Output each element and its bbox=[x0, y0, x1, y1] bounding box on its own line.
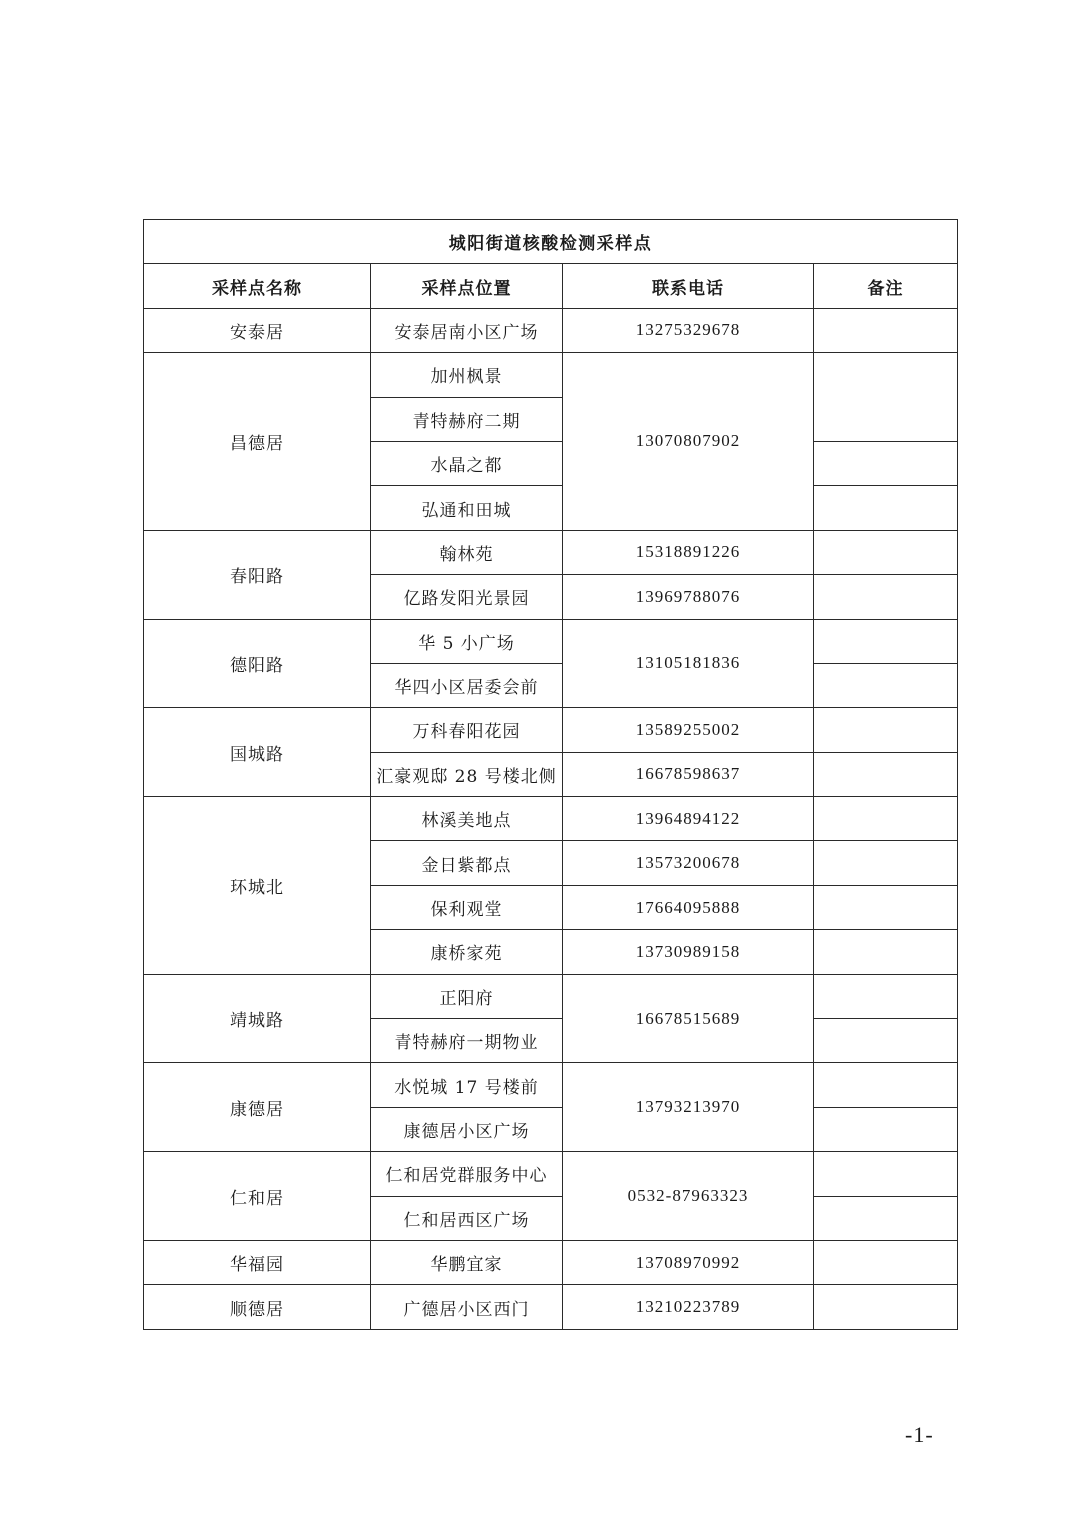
table-row bbox=[144, 308, 958, 352]
table-body bbox=[144, 220, 958, 1330]
header-phone: 联系电话 bbox=[563, 264, 814, 308]
site-location-cell: 保利观堂 bbox=[371, 885, 563, 929]
remarks-cell bbox=[814, 1019, 958, 1063]
phone-cell: 16678515689 bbox=[563, 974, 814, 1063]
remarks-cell bbox=[814, 1107, 958, 1151]
phone-cell: 13964894122 bbox=[563, 797, 814, 841]
table-row bbox=[144, 530, 958, 574]
remarks-cell bbox=[814, 708, 958, 752]
table-row bbox=[144, 619, 958, 663]
phone-cell: 13793213970 bbox=[563, 1063, 814, 1152]
page-number: -1- bbox=[905, 1422, 934, 1447]
site-location-cell: 水晶之都 bbox=[371, 441, 563, 485]
site-location-cell: 弘通和田城 bbox=[371, 486, 563, 530]
header-site-name: 采样点名称 bbox=[144, 264, 371, 308]
site-location-cell: 青特赫府二期 bbox=[371, 397, 563, 441]
remarks-cell bbox=[814, 441, 958, 485]
phone-cell: 13275329678 bbox=[563, 308, 814, 352]
phone-cell: 13708970992 bbox=[563, 1240, 814, 1284]
table-row bbox=[144, 1152, 958, 1196]
phone-cell: 13969788076 bbox=[563, 575, 814, 619]
header-remarks: 备注 bbox=[814, 264, 958, 308]
remarks-cell bbox=[814, 619, 958, 663]
site-name-cell: 华福园 bbox=[144, 1240, 371, 1284]
remarks-cell bbox=[814, 1152, 958, 1196]
table-row bbox=[144, 797, 958, 841]
phone-cell: 13070807902 bbox=[563, 353, 814, 531]
site-name-cell: 顺德居 bbox=[144, 1285, 371, 1329]
phone-cell: 13210223789 bbox=[563, 1285, 814, 1329]
remarks-cell bbox=[814, 575, 958, 619]
remarks-cell bbox=[814, 885, 958, 929]
site-name-cell: 仁和居 bbox=[144, 1152, 371, 1241]
remarks-cell bbox=[814, 308, 958, 352]
site-location-cell: 华鹏宜家 bbox=[371, 1240, 563, 1284]
table-row bbox=[144, 974, 958, 1018]
table-row bbox=[144, 353, 958, 397]
site-name-cell: 德阳路 bbox=[144, 619, 371, 708]
remarks-cell bbox=[814, 797, 958, 841]
phone-cell: 15318891226 bbox=[563, 530, 814, 574]
site-location-cell: 亿路发阳光景园 bbox=[371, 575, 563, 619]
remarks-cell bbox=[814, 1240, 958, 1284]
site-location-cell: 林溪美地点 bbox=[371, 797, 563, 841]
table-row bbox=[144, 1063, 958, 1107]
site-location-cell: 华四小区居委会前 bbox=[371, 663, 563, 707]
site-name-cell: 环城北 bbox=[144, 797, 371, 975]
phone-cell: 16678598637 bbox=[563, 752, 814, 796]
site-location-cell: 汇豪观邸 28 号楼北侧 bbox=[371, 752, 563, 796]
title-row bbox=[144, 220, 958, 264]
sampling-sites-table bbox=[143, 219, 958, 1330]
site-location-cell: 华 5 小广场 bbox=[371, 619, 563, 663]
header-row bbox=[144, 264, 958, 308]
site-location-cell: 加州枫景 bbox=[371, 353, 563, 397]
site-location-cell: 正阳府 bbox=[371, 974, 563, 1018]
site-location-cell: 广德居小区西门 bbox=[371, 1285, 563, 1329]
remarks-cell bbox=[814, 1196, 958, 1240]
phone-cell: 17664095888 bbox=[563, 885, 814, 929]
site-location-cell: 万科春阳花园 bbox=[371, 708, 563, 752]
remarks-cell bbox=[814, 752, 958, 796]
site-name-cell: 春阳路 bbox=[144, 530, 371, 619]
table-title: 城阳街道核酸检测采样点 bbox=[144, 220, 958, 264]
remarks-cell bbox=[814, 974, 958, 1018]
table-row bbox=[144, 1240, 958, 1284]
table-row bbox=[144, 708, 958, 752]
remarks-cell bbox=[814, 841, 958, 885]
site-location-cell: 康桥家苑 bbox=[371, 930, 563, 974]
remarks-cell bbox=[814, 1063, 958, 1107]
header-site-location: 采样点位置 bbox=[371, 264, 563, 308]
site-location-cell: 仁和居党群服务中心 bbox=[371, 1152, 563, 1196]
site-name-cell: 国城路 bbox=[144, 708, 371, 797]
site-name-cell: 康德居 bbox=[144, 1063, 371, 1152]
phone-cell: 13105181836 bbox=[563, 619, 814, 708]
phone-cell: 13730989158 bbox=[563, 930, 814, 974]
site-location-cell: 安泰居南小区广场 bbox=[371, 308, 563, 352]
remarks-cell bbox=[814, 1285, 958, 1329]
site-name-cell: 昌德居 bbox=[144, 353, 371, 531]
table-row bbox=[144, 1285, 958, 1329]
remarks-cell bbox=[814, 663, 958, 707]
site-location-cell: 青特赫府一期物业 bbox=[371, 1019, 563, 1063]
remarks-cell bbox=[814, 930, 958, 974]
phone-cell: 13573200678 bbox=[563, 841, 814, 885]
remarks-cell bbox=[814, 353, 958, 442]
site-location-cell: 金日紫都点 bbox=[371, 841, 563, 885]
site-location-cell: 水悦城 17 号楼前 bbox=[371, 1063, 563, 1107]
phone-cell: 13589255002 bbox=[563, 708, 814, 752]
remarks-cell bbox=[814, 530, 958, 574]
site-location-cell: 康德居小区广场 bbox=[371, 1107, 563, 1151]
site-name-cell: 靖城路 bbox=[144, 974, 371, 1063]
remarks-cell bbox=[814, 486, 958, 530]
phone-cell: 0532-87963323 bbox=[563, 1152, 814, 1241]
site-name-cell: 安泰居 bbox=[144, 308, 371, 352]
site-location-cell: 翰林苑 bbox=[371, 530, 563, 574]
site-location-cell: 仁和居西区广场 bbox=[371, 1196, 563, 1240]
